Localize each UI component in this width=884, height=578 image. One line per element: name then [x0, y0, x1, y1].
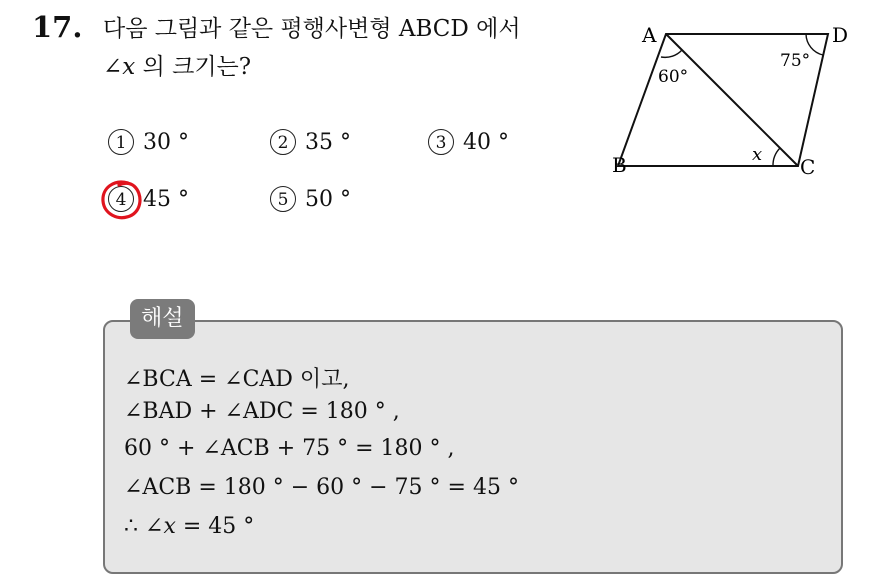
angle-symbol: ∠ [103, 54, 123, 80]
choice-4[interactable] [108, 186, 189, 212]
vertex-label-a: A [642, 23, 657, 47]
variable-x: x [122, 54, 136, 80]
angle-arc-c [773, 148, 780, 166]
choice-text-2: 35 ° [305, 129, 351, 155]
choice-text-4: 45 ° [143, 186, 189, 212]
vertex-label-c: C [800, 155, 816, 179]
choice-text-1: 30 ° [143, 129, 189, 155]
angle-label-60: 60° [658, 67, 689, 87]
choice-text-5: 50 ° [305, 186, 351, 212]
choice-2[interactable] [270, 129, 351, 155]
vertex-label-b: B [612, 153, 627, 177]
conclusion-value: = 45 ° [175, 514, 255, 539]
therefore-angle: ∴ ∠ [124, 514, 164, 539]
solution-line-1: ∠BCA = ∠CAD 이고, [124, 367, 350, 392]
angle-label-75: 75° [780, 51, 811, 71]
question-text-tail: 의 크기는? [135, 54, 252, 80]
parallelogram-figure [600, 14, 850, 184]
choice-text-3: 40 ° [463, 129, 509, 155]
solution-line-2: ∠BAD + ∠ADC = 180 ° , [124, 399, 400, 424]
angle-label-x: x [752, 144, 763, 165]
choice-mark-5: 5 [270, 186, 296, 212]
solution-line-3: 60 ° + ∠ACB + 75 ° = 180 ° , [124, 436, 455, 461]
choice-1[interactable] [108, 129, 189, 155]
choice-mark-1: 1 [108, 129, 134, 155]
solution-tag: 해설 [130, 299, 195, 339]
choice-5[interactable] [270, 186, 351, 212]
question-text-line1: 다음 그림과 같은 평행사변형 ABCD 에서 [103, 16, 521, 42]
choice-mark-3: 3 [428, 129, 454, 155]
question-text-line2 [103, 50, 251, 84]
vertex-label-d: D [832, 23, 849, 47]
angle-arc-a [661, 50, 682, 57]
conclusion-variable-x: x [163, 514, 176, 539]
solution-conclusion [124, 514, 254, 539]
diagonal-ac [666, 34, 798, 166]
choice-mark-2: 2 [270, 129, 296, 155]
choice-3[interactable] [428, 129, 509, 155]
choice-mark-4: 4 [108, 186, 134, 212]
solution-line-4: ∠ACB = 180 ° − 60 ° − 75 ° = 45 ° [124, 475, 519, 500]
question-number: 17. [32, 10, 83, 44]
